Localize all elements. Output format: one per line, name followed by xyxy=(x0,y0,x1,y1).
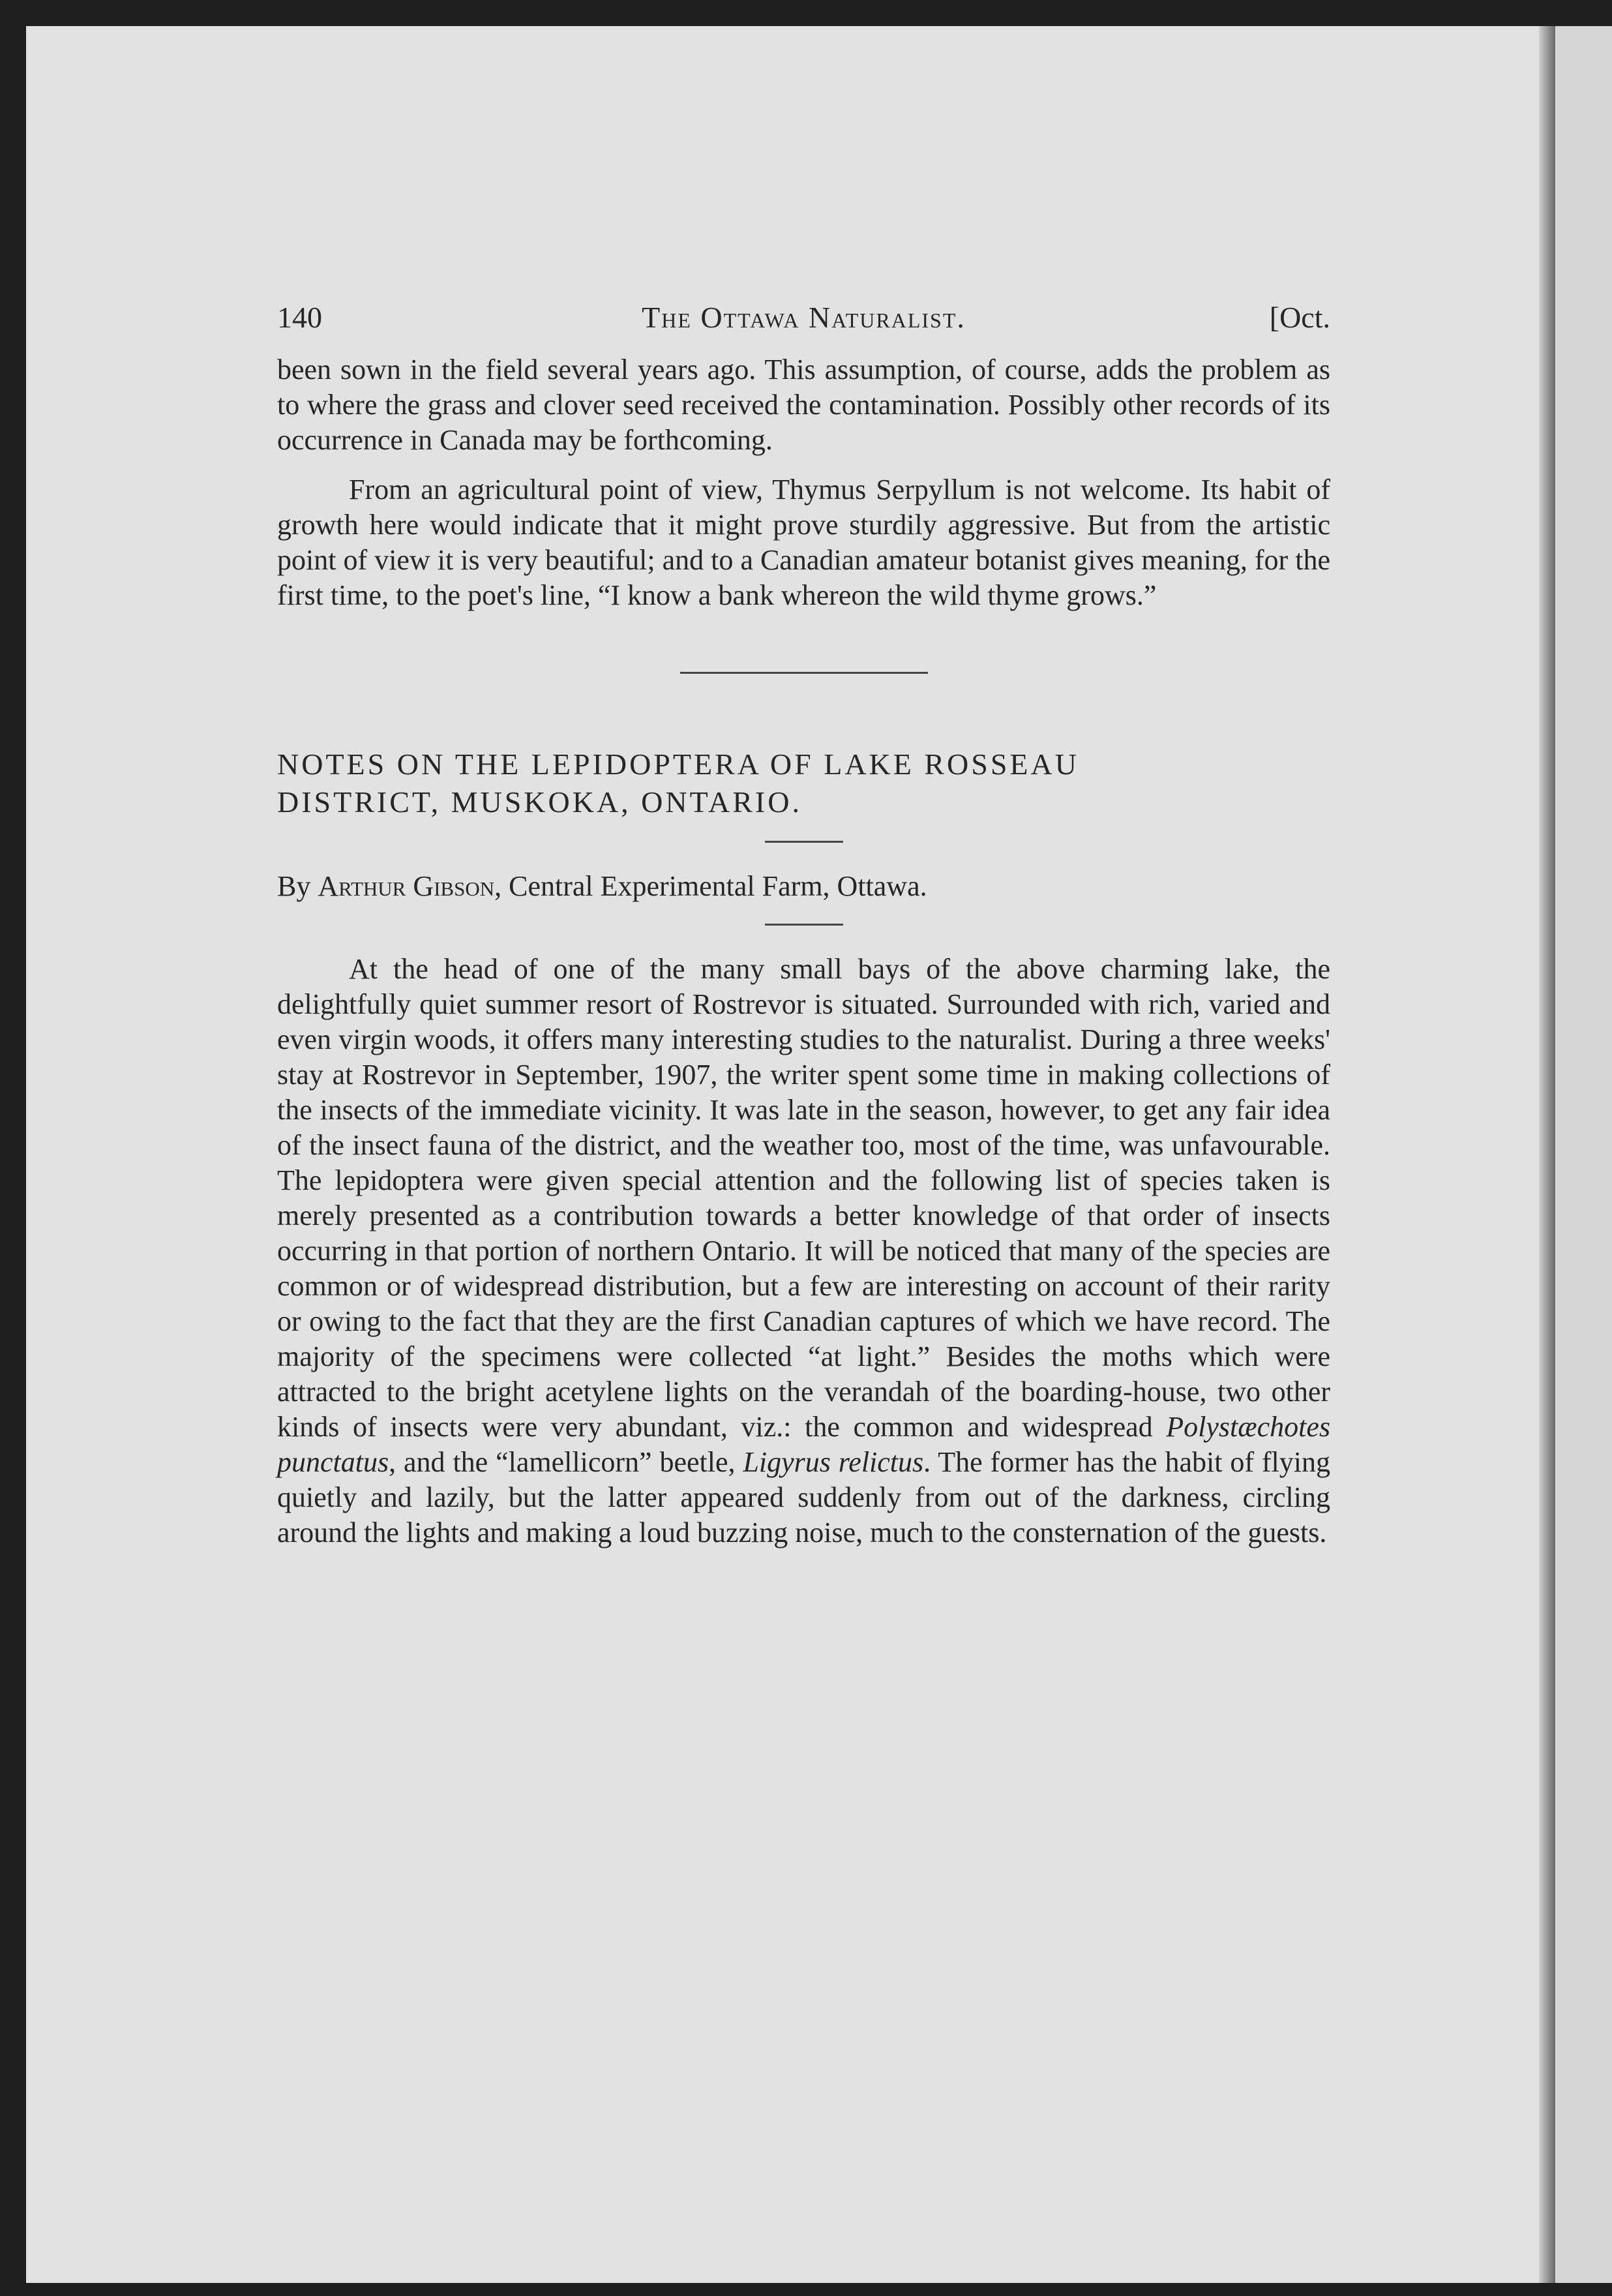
article-title-line-2: DISTRICT, MUSKOKA, ONTARIO. xyxy=(277,785,802,819)
adjacent-page-edge xyxy=(1555,26,1612,2283)
page-number: 140 xyxy=(277,301,322,334)
article-body xyxy=(277,952,1330,1550)
byline-prefix: By xyxy=(277,870,318,902)
title-rule xyxy=(765,841,843,843)
body-text-1: At the head of one of the many small bays of the above charming lake, the delightfully quiet summer resort of Rostrevor is situated. Surrounded with rich, varied and even virgin woods, it offers many interesting studies to the naturalist. During a three weeks' stay at Rostrevor in September, 1907, the writer spent some time in making collections of the insects of the immediate vicinity. It was late in the season, however, to get any fair idea of the insect fauna of the district, and the weather too, most of the time, was unfavourable. The lepidoptera were given special attention and the following list of species taken is merely presented as a contribution towards a better knowledge of that order of insects occurring in that portion of northern Ontario. It will be noticed that many of the species are common or of widespread distribution, but a few are interesting on account of their rarity or owing to the fact that they are the first Canadian captures of which we have record. The majority of the specimens were collected “at light.” Besides the moths which were attracted to the bright acetylene lights on the verandah of the boarding-house, two other kinds of insects were very abundant, viz.: the common and widespread xyxy=(277,953,1330,1443)
article-title-line-1: NOTES ON THE LEPIDOPTERA OF LAKE ROSSEAU xyxy=(277,748,1079,781)
body-text-3: . The former has the habit of flying quietly and lazily, but the latter appeared suddenly from out of the darkness, circling around the lights and making a loud buzzing noise, much to the consternation of the guests. xyxy=(277,1446,1330,1548)
running-header xyxy=(277,300,1330,352)
journal-title: The Ottawa Naturalist. xyxy=(642,301,966,334)
scanned-page xyxy=(26,26,1555,2283)
byline-rule xyxy=(765,924,843,926)
paragraph-continued: been sown in the field several years ago. This assumption, of course, adds the problem as to where the grass and clover seed received the contamination. Possibly other records of its occurrence in Canada may be forthcoming. xyxy=(277,354,1330,456)
page-gutter-shadow xyxy=(1539,26,1555,2283)
author-name: Arthur Gibson xyxy=(318,870,495,902)
body-text-2: , and the “lamellicorn” beetle, xyxy=(389,1446,743,1478)
byline xyxy=(277,869,1330,904)
species-name-2: Ligyrus relictus xyxy=(743,1446,924,1478)
page-content xyxy=(277,300,1330,1565)
section-divider xyxy=(680,672,928,674)
species-name-1: Polystæchotes punctatus xyxy=(277,1411,1330,1478)
author-affiliation: , Central Experimental Farm, Ottawa. xyxy=(494,870,927,902)
issue-month: [Oct. xyxy=(1269,301,1330,334)
paragraph-thymus: From an agricultural point of view, Thymus Serpyllum is not welcome. Its habit of growth here would indicate that it might prove sturdily aggressive. But from the artistic point of view it is very beautiful; and to a Canadian amateur botanist gives meaning, for the first time, to the poet's line, “I know a bank whereon the wild thyme grows.” xyxy=(277,474,1330,611)
